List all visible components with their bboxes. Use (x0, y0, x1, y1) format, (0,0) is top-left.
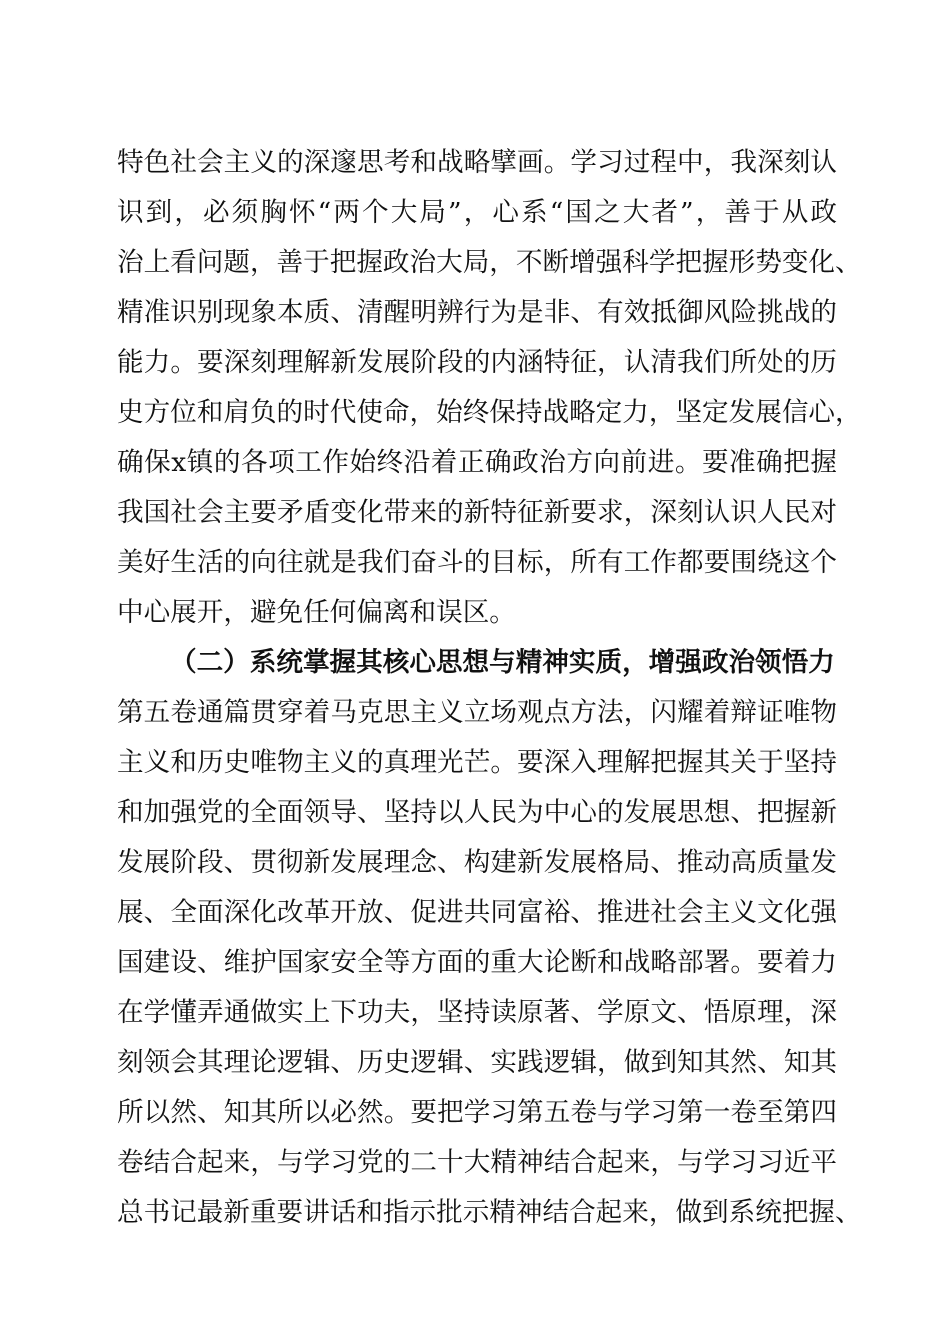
text-line-22: 总书记最新重要讲话和指示批示精神结合起来，做到系统把握、 (117, 1197, 862, 1228)
text-line-7: 确保x镇的各项工作始终沿着正确政治方向前进。要准确把握 (117, 447, 837, 478)
text-line-1: 特色社会主义的深邃思考和战略擘画。学习过程中，我深刻认 (117, 147, 837, 178)
text-line-13: 主义和历史唯物主义的真理光芒。要深入理解把握其关于坚持 (117, 747, 837, 778)
text-line-12: 第五卷通篇贯穿着马克思主义立场观点方法，闪耀着辩证唯物 (117, 697, 837, 728)
text-line-8: 我国社会主要矛盾变化带来的新特征新要求，深刻认识人民对 (117, 497, 837, 528)
text-line-19: 刻领会其理论逻辑、历史逻辑、实践逻辑，做到知其然、知其 (117, 1047, 837, 1078)
text-line-3: 治上看问题，善于把握政治大局，不断增强科学把握形势变化、 (117, 247, 862, 278)
section-heading: （二）系统掌握其核心思想与精神实质，增强政治领悟力 (170, 647, 835, 678)
text-line-18: 在学懂弄通做实上下功夫，坚持读原著、学原文、悟原理，深 (117, 997, 837, 1028)
text-line-10: 中心展开，避免任何偏离和误区。 (117, 597, 516, 628)
text-line-20: 所以然、知其所以必然。要把学习第五卷与学习第一卷至第四 (117, 1097, 837, 1128)
text-line-4: 精准识别现象本质、清醒明辨行为是非、有效抵御风险挑战的 (117, 297, 837, 328)
text-line-9: 美好生活的向往就是我们奋斗的目标，所有工作都要围绕这个 (117, 547, 837, 578)
text-line-21: 卷结合起来，与学习党的二十大精神结合起来，与学习习近平 (117, 1147, 837, 1178)
text-line-5: 能力。要深刻理解新发展阶段的内涵特征，认清我们所处的历 (117, 347, 837, 378)
text-line-2: 识到，必须胸怀“两个大局”，心系“国之大者”，善于从政 (117, 197, 837, 228)
text-line-17: 国建设、维护国家安全等方面的重大论断和战略部署。要着力 (117, 947, 837, 978)
text-line-6: 史方位和肩负的时代使命，始终保持战略定力，坚定发展信心， (117, 397, 862, 428)
text-line-14: 和加强党的全面领导、坚持以人民为中心的发展思想、把握新 (117, 797, 837, 828)
text-line-16: 展、全面深化改革开放、促进共同富裕、推进社会主义文化强 (117, 897, 837, 928)
text-line-15: 发展阶段、贯彻新发展理念、构建新发展格局、推动高质量发 (117, 847, 837, 878)
